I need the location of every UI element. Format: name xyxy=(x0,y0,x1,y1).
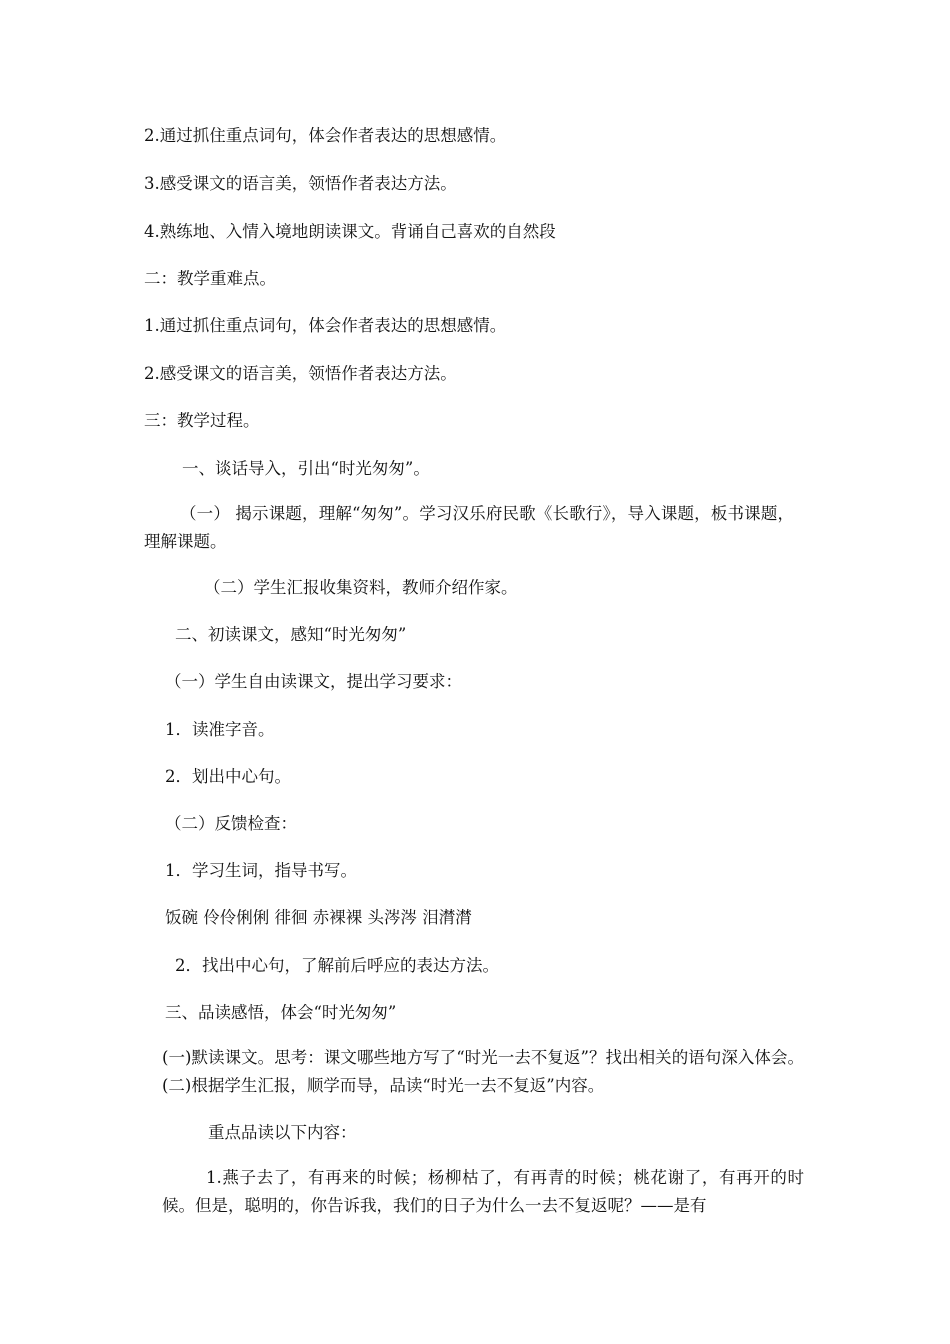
step-3-part-a: (一)默读课文。思考：课文哪些地方写了“时光一去不复返”？找出相关的语句深入体会。(二)根据学生汇报，顺学而导，品读“时光一去不复返”内容。 xyxy=(162,1048,804,1095)
focus-intro: 重点品读以下内容： xyxy=(208,1123,357,1142)
step-2-item-1: 1．读准字音。 xyxy=(165,720,275,739)
step-1-part-a: （一） 揭示课题，理解“匆匆”。学习汉乐府民歌《长歌行》，导入课题，板书课题，理解课题。 xyxy=(144,504,794,551)
key-point-2: 2.感受课文的语言美，领悟作者表达方法。 xyxy=(144,364,457,383)
step-1-title: 一、谈话导入，引出“时光匆匆”。 xyxy=(182,459,430,478)
step-2-part-a: （一）学生自由读课文，提出学习要求： xyxy=(165,672,462,691)
step-1-part-b: （二）学生汇报收集资料，教师介绍作家。 xyxy=(204,578,518,597)
step-3-title: 三、品读感悟，体会“时光匆匆” xyxy=(165,1003,397,1022)
objective-3: 3.感受课文的语言美，领悟作者表达方法。 xyxy=(144,174,457,193)
objective-4: 4.熟练地、入情入境地朗读课文。背诵自己喜欢的自然段 xyxy=(144,222,556,241)
step-2-b-item-2: 2．找出中心句，了解前后呼应的表达方法。 xyxy=(175,956,499,975)
section-heading-key-points: 二：教学重难点。 xyxy=(144,269,276,288)
key-point-1: 1.通过抓住重点词句，体会作者表达的思想感情。 xyxy=(144,316,507,335)
step-2-title: 二、初读课文，感知“时光匆匆” xyxy=(175,625,407,644)
step-2-item-2: 2．划出中心句。 xyxy=(165,767,291,786)
section-heading-process: 三：教学过程。 xyxy=(144,411,260,430)
step-2-b-item-1: 1．学习生词，指导书写。 xyxy=(165,861,357,880)
step-2-part-b: （二）反馈检查： xyxy=(165,814,297,833)
objective-2: 2.通过抓住重点词句，体会作者表达的思想感情。 xyxy=(144,126,507,145)
vocabulary-list: 饭碗 伶伶俐俐 徘徊 赤裸裸 头涔涔 泪潸潸 xyxy=(165,908,472,927)
focus-item-1: 1.燕子去了，有再来的时候；杨柳枯了，有再青的时候；桃花谢了，有再开的时候。但是，聪明的，你告诉我，我们的日子为什么一去不复返呢？——是有 xyxy=(162,1168,804,1215)
